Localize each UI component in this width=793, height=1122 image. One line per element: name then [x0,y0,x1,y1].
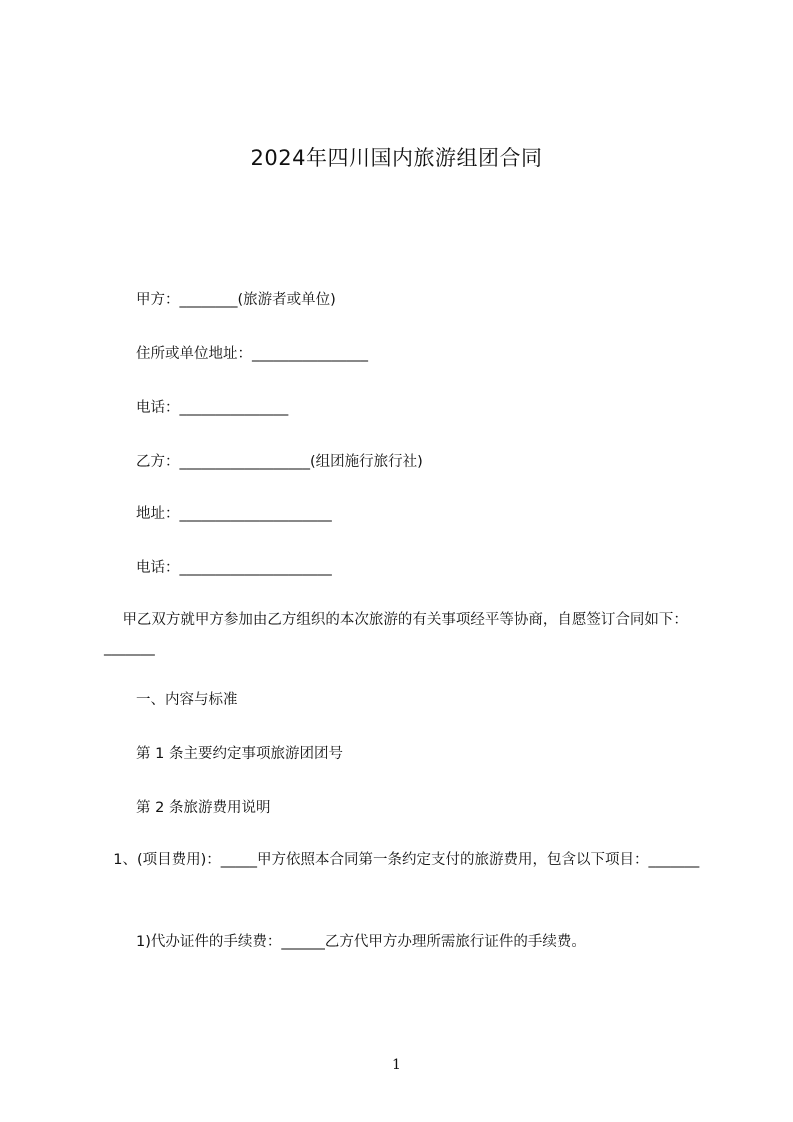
article-1: 第 1 条主要约定事项旅游团团号 [136,746,343,762]
party-b-address-line: 地址：_____________________ [136,506,332,522]
document-title: 2024年四川国内旅游组团合同 [250,146,543,170]
section-heading: 一、内容与标准 [136,692,238,708]
intro-paragraph: 甲乙双方就甲方参加由乙方组织的本次旅游的有关事项经平等协商，自愿签订合同如下：_______ [104,612,688,656]
article-2: 第 2 条旅游费用说明 [136,800,271,816]
sub-item-1: 1)代办证件的手续费：______乙方代甲方办理所需旅行证件的手续费。 [136,934,586,950]
party-b-phone-line: 电话：_____________________ [136,560,332,576]
page-number: 1 [392,1057,401,1073]
party-a-line: 甲方：________(旅游者或单位) [136,292,336,308]
item-1-paragraph: 1、(项目费用)：_____甲方依照本合同第一条约定支付的旅游费用，包含以下项目：_______ [104,852,700,868]
party-a-address-line: 住所或单位地址：________________ [136,346,368,362]
party-a-phone-line: 电话：_______________ [136,400,289,416]
party-b-line: 乙方：__________________(组团施行旅行社) [136,454,423,470]
